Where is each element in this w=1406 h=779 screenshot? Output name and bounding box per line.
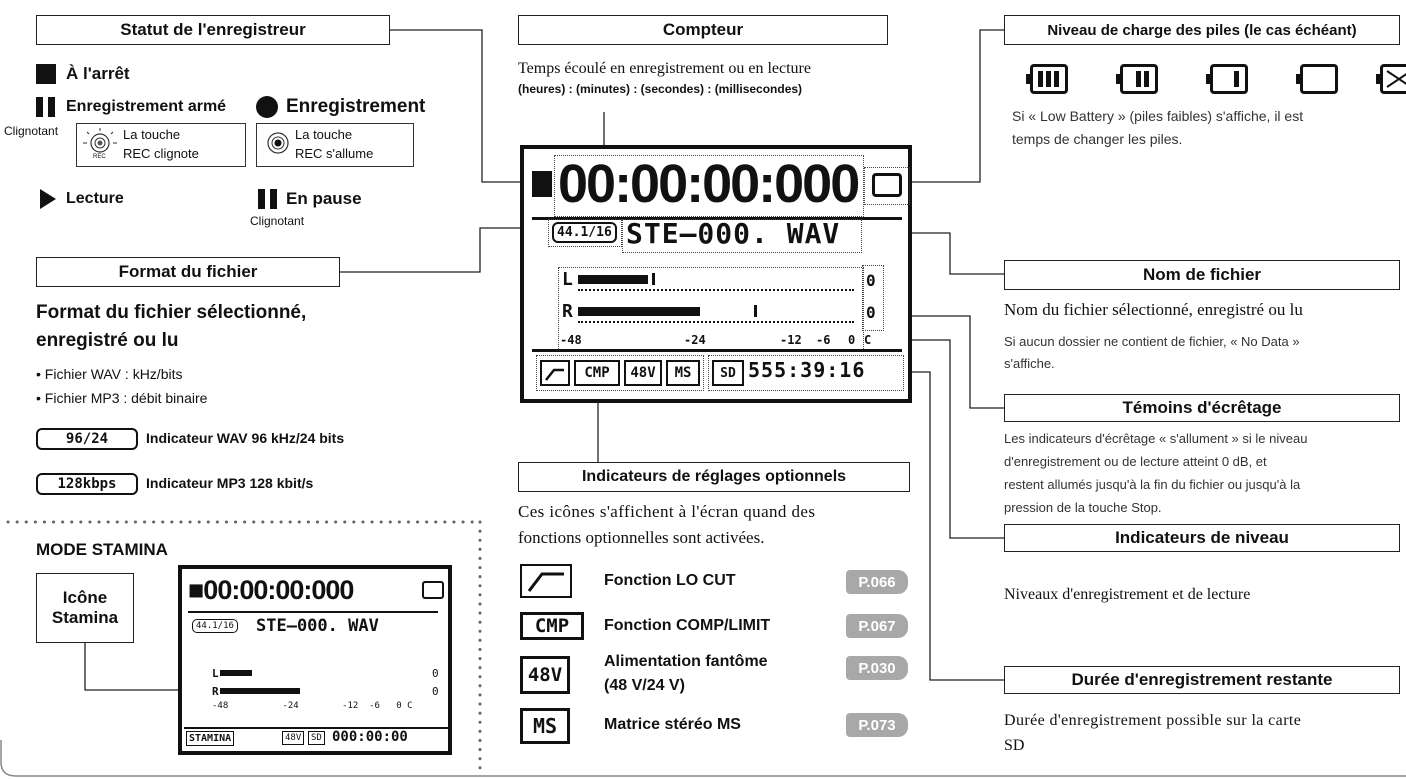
temoins-desc-3: restent allumés jusqu'à la fin du fichier ou jusqu'à la <box>1004 477 1301 492</box>
duree-title: Durée d'enregistrement restante <box>1004 666 1400 694</box>
lcd-scale-0: 0 <box>848 333 856 347</box>
battery-two-thirds-icon <box>1120 64 1158 94</box>
rec-desc-2: REC s'allume <box>295 146 374 161</box>
stamina-time: 000:00:00 <box>332 729 408 745</box>
mp3-indicator-label: Indicateur MP3 128 kbit/s <box>146 475 314 491</box>
lcd-format: 44.1/16 <box>552 222 617 243</box>
lcd-locut-icon <box>540 360 570 386</box>
format-bullet-wav: • Fichier WAV : kHz/bits <box>36 366 183 382</box>
piles-title: Niveau de charge des piles (le cas échéant) <box>1004 15 1400 45</box>
stop-icon <box>36 64 56 84</box>
play-icon <box>40 189 58 209</box>
lcd-ms-icon: MS <box>666 360 700 386</box>
rec-small-label: REC <box>93 154 106 160</box>
stamina-filename: STE–000. WAV <box>256 616 379 636</box>
lcd-remaining-time: 555:39:16 <box>748 358 866 382</box>
format-heading-2: enregistré ou lu <box>36 330 179 351</box>
temoins-desc-4: pression de la touche Stop. <box>1004 500 1162 515</box>
temoins-desc-1: Les indicateurs d'écrêtage « s'allument » si le niveau <box>1004 431 1308 446</box>
stamina-icon-label-1: Icône <box>62 588 108 607</box>
options-desc-1: Ces icônes s'affichent à l'écran quand des <box>518 502 816 521</box>
ms-matrix-icon: MS <box>520 708 570 744</box>
lcd-filename: STE–000. WAV <box>626 217 841 250</box>
battery-dead-icon <box>1380 64 1406 94</box>
lcd-l: L <box>562 269 573 290</box>
option-label-locut: Fonction LO CUT <box>604 572 736 589</box>
piles-desc-2: temps de changer les piles. <box>1012 131 1183 147</box>
locut-icon <box>520 564 572 598</box>
compteur-title: Compteur <box>518 15 888 45</box>
nom-note-2: s'affiche. <box>1004 356 1055 371</box>
blinking-label: Clignotant <box>4 124 59 138</box>
phantom-48v-icon: 48V <box>520 656 570 694</box>
page-ref-phantom[interactable]: P.030 <box>846 656 908 680</box>
stamina-sd: SD <box>308 731 325 745</box>
compteur-units: (heures) : (minutes) : (secondes) : (millisecondes) <box>518 82 803 96</box>
pause-bar-left-icon <box>36 97 43 117</box>
temoins-title: Témoins d'écrêtage <box>1004 394 1400 422</box>
lcd-clip: C <box>864 333 872 347</box>
options-title: Indicateurs de réglages optionnels <box>518 462 910 492</box>
lcd-48v-icon: 48V <box>624 360 662 386</box>
pause-left-icon <box>258 189 265 209</box>
options-desc-2: fonctions optionnelles sont activées. <box>518 528 765 547</box>
nom-title: Nom de fichier <box>1004 260 1400 290</box>
recording-label: Enregistrement <box>286 96 426 117</box>
wav-96-24-icon: 96/24 <box>36 428 138 450</box>
format-title: Format du fichier <box>36 257 340 287</box>
option-label-ms: Matrice stéréo MS <box>604 716 741 733</box>
page-ref-cmp[interactable]: P.067 <box>846 614 908 638</box>
stamina-icon-label-box <box>36 573 134 643</box>
stamina-48v: 48V <box>282 731 304 745</box>
lcd-scale-24: -24 <box>684 333 706 347</box>
main-lcd <box>520 145 912 403</box>
option-label-phantom-2: (48 V/24 V) <box>604 677 685 694</box>
stamina-lcd <box>178 565 452 755</box>
battery-one-third-icon <box>1210 64 1248 94</box>
armed-desc-2: REC clignote <box>123 146 199 161</box>
option-label-cmp: Fonction COMP/LIMIT <box>604 617 771 634</box>
stamina-format: 44.1/16 <box>192 619 238 633</box>
stamina-battery-icon <box>422 581 444 599</box>
lcd-peak-r: 0 <box>866 303 876 322</box>
format-heading-1: Format du fichier sélectionné, <box>36 302 307 323</box>
mp3-128-icon: 128kbps <box>36 473 138 495</box>
cmp-icon: CMP <box>520 612 584 640</box>
pause-right-icon <box>270 189 277 209</box>
stamina-l: L <box>212 667 219 680</box>
stamina-counter: ■00:00:00:000 <box>188 575 354 605</box>
lcd-scale-12: -12 <box>780 333 802 347</box>
rec-lit-icon <box>263 127 295 163</box>
format-bullet-mp3: • Fichier MP3 : débit binaire <box>36 390 208 406</box>
nom-desc: Nom du fichier sélectionné, enregistré ou lu <box>1004 300 1303 319</box>
stop-label: À l'arrêt <box>66 64 130 83</box>
duree-desc-1: Durée d'enregistrement possible sur la carte <box>1004 712 1302 729</box>
stamina-icon-label-2: Stamina <box>51 608 119 627</box>
pause-label: En pause <box>286 189 362 208</box>
rec-desc-1: La touche <box>295 127 353 142</box>
nom-note-1: Si aucun dossier ne contient de fichier, « No Data » <box>1004 334 1300 349</box>
page-ref-ms[interactable]: P.073 <box>846 713 908 737</box>
compteur-desc: Temps écoulé en enregistrement ou en lecture <box>518 60 811 77</box>
lcd-stop-icon <box>532 171 552 197</box>
piles-desc-1: Si « Low Battery » (piles faibles) s'affiche, il est <box>1012 108 1304 124</box>
pause-bar-right-icon <box>48 97 55 117</box>
temoins-desc-2: d'enregistrement ou de lecture atteint 0 dB, et <box>1004 454 1267 469</box>
page-frame <box>0 740 1406 779</box>
lcd-r: R <box>562 301 573 322</box>
stamina-title: MODE STAMINA <box>36 540 168 559</box>
stamina-scale: -48 -24 -12 -6 0 C <box>212 701 413 711</box>
duree-desc-2: SD <box>1004 737 1025 754</box>
lcd-scale-48: -48 <box>560 333 582 347</box>
stamina-r: R <box>212 685 219 698</box>
armed-desc-1: La touche <box>123 127 181 142</box>
lcd-counter: 00:00:00:000 <box>558 154 859 214</box>
niveau-title: Indicateurs de niveau <box>1004 524 1400 552</box>
lcd-cmp-icon: CMP <box>574 360 620 386</box>
armed-label: Enregistrement armé <box>66 98 227 115</box>
battery-empty-icon <box>1300 64 1338 94</box>
wav-indicator-label: Indicateur WAV 96 kHz/24 bits <box>146 430 345 446</box>
play-label: Lecture <box>66 190 124 207</box>
pause-blink-label: Clignotant <box>250 214 305 228</box>
battery-full-icon <box>1030 64 1068 94</box>
stamina-icon: STAMINA <box>186 731 234 746</box>
armed-desc-box <box>76 123 246 167</box>
option-label-phantom: Alimentation fantôme <box>604 653 768 670</box>
stamina-peak-l: 0 <box>432 667 439 680</box>
statut-title: Statut de l'enregistreur <box>36 15 390 45</box>
lcd-battery-icon <box>872 173 902 197</box>
niveau-desc: Niveaux d'enregistrement et de lecture <box>1004 586 1251 603</box>
rec-desc-box <box>256 123 414 167</box>
lcd-peak-l: 0 <box>866 271 876 290</box>
lcd-sd-icon: SD <box>712 360 744 386</box>
stamina-peak-r: 0 <box>432 685 439 698</box>
lcd-scale-6: -6 <box>816 333 831 347</box>
page-ref-locut[interactable]: P.066 <box>846 570 908 594</box>
record-icon <box>256 96 278 118</box>
